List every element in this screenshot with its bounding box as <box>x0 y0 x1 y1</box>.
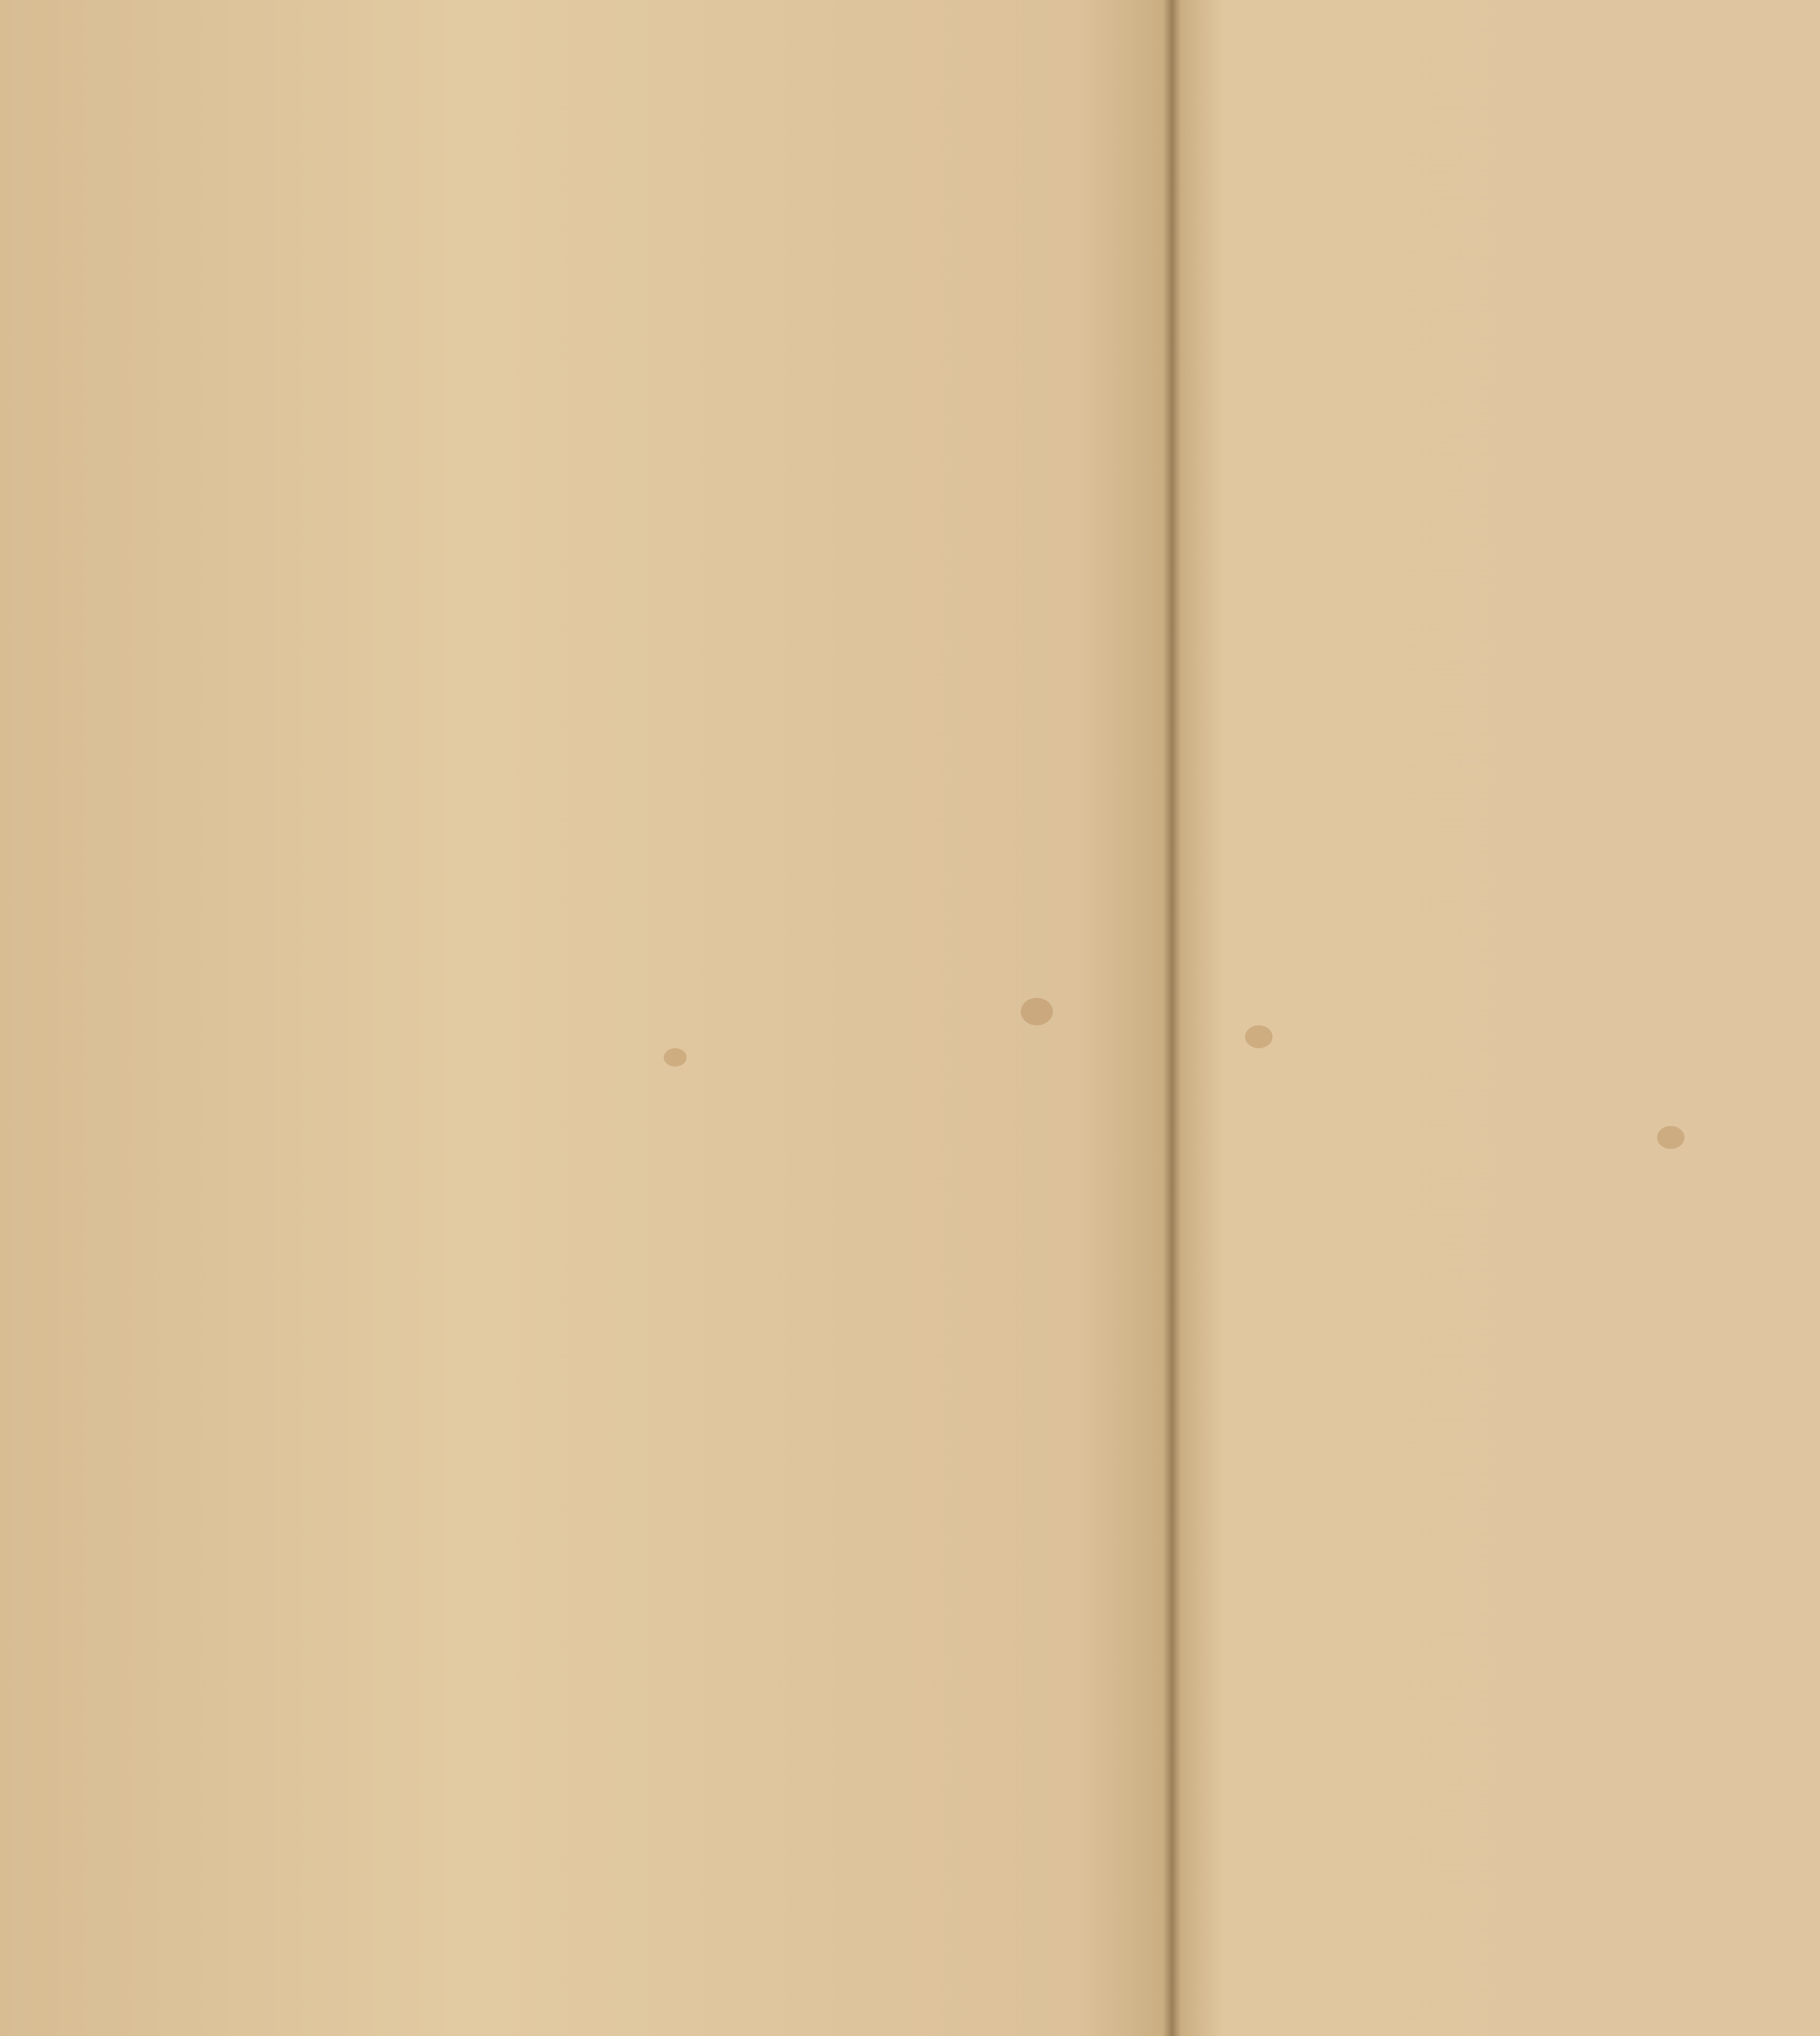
subheader-16 <box>1369 449 1396 536</box>
header-beruf-section <box>1007 128 1163 504</box>
subheader-geschieden <box>817 439 835 536</box>
subheader-22 <box>1703 439 1726 540</box>
subheader-20 <box>1630 439 1652 540</box>
book-gutter <box>1163 0 1181 2036</box>
subheader-verwittwet <box>791 439 809 536</box>
subheader-21 <box>1666 439 1689 540</box>
paper-stain <box>1245 1025 1273 1048</box>
subheader-17 <box>1403 449 1430 536</box>
header-sex-section <box>481 124 536 444</box>
header-age-section <box>555 124 621 526</box>
header-maengel-section <box>1664 126 1767 446</box>
subheader-maennlich <box>482 462 504 536</box>
header-familienstand-section <box>730 114 996 435</box>
paper-stain <box>664 1048 687 1067</box>
subheader-verehelicht <box>762 439 780 536</box>
paper-stain <box>1021 998 1053 1025</box>
subheader-19 <box>1579 439 1616 540</box>
header-aufenthalt-section <box>1371 126 1618 419</box>
header-religion-section <box>627 124 719 526</box>
subheader-weiblich <box>516 462 539 536</box>
subheader-23 <box>1739 439 1762 540</box>
header-name-section <box>117 133 474 453</box>
paper-stain <box>1657 1126 1685 1149</box>
subheader-ledig <box>735 462 753 536</box>
header-staat-section <box>1179 137 1362 421</box>
subheader-preussisch <box>1170 439 1192 540</box>
